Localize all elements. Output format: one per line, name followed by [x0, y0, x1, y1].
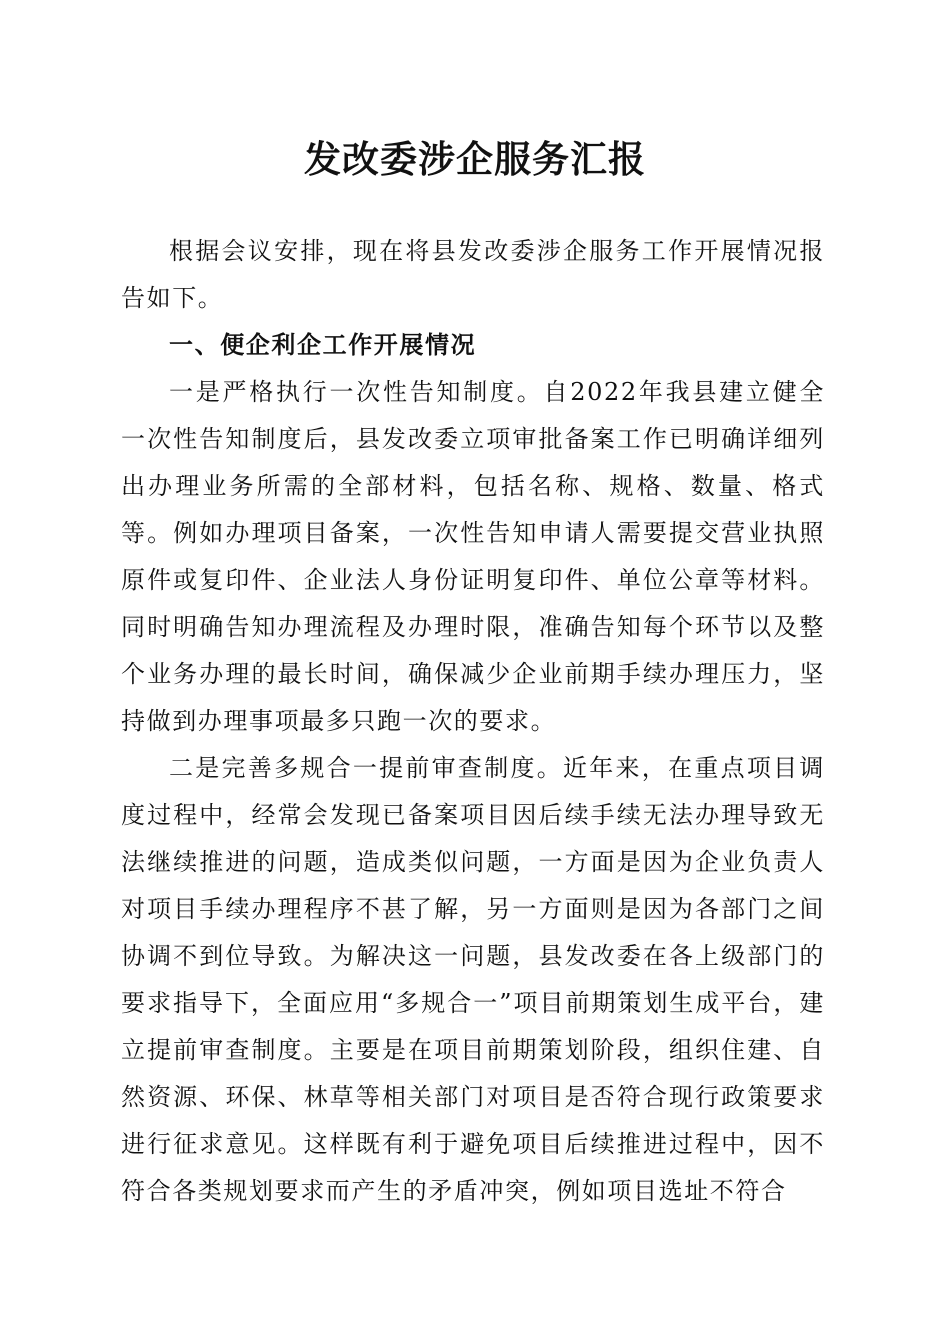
- document-body: [121, 228, 825, 1215]
- paragraph-two: [121, 745, 825, 1215]
- section-heading: 一、便企利企工作开展情况: [169, 331, 477, 359]
- paragraph-two-lead: 二是完善多规合一提前审查制度。: [169, 754, 563, 782]
- paragraph-one-text: 自2022年我县建立健全一次性告知制度后，县发改委立项审批备案工作已明确详细列出办理业务所需的全部材料，包括名称、规格、数量、格式等。例如办理项目备案，一次性告知申请人需要提交营业执照原件或复印件、企业法人身份证明复印件、单位公章等材料。同时明确告知办理流程及办理时限，准确告知每个环节以及整个业务办理的最长时间，确保减少企业前期手续办理压力，坚持做到办理事项最多只跑一次的要求。: [121, 378, 825, 735]
- document-title: 发改委涉企服务汇报: [304, 137, 646, 181]
- intro-paragraph: 根据会议安排，现在将县发改委涉企服务工作开展情况报告如下。: [121, 237, 825, 312]
- paragraph-one: [121, 369, 825, 745]
- paragraph-two-text: 近年来，在重点项目调度过程中，经常会发现已备案项目因后续手续无法办理导致无法继续推进的问题，造成类似问题，一方面是因为企业负责人对项目手续办理程序不甚了解，另一方面则是因为各部门之间协调不到位导致。为解决这一问题，县发改委在各上级部门的要求指导下，全面应用“多规合一”项目前期策划生成平台，建立提前审查制度。主要是在项目前期策划阶段，组织住建、自然资源、环保、林草等相关部门对项目是否符合现行政策要求进行征求意见。这样既有利于避免项目后续推进过程中，因不符合各类规划要求而产生的矛盾冲突，例如项目选址不符合: [121, 754, 825, 1205]
- paragraph-one-lead: 一是严格执行一次性告知制度。: [169, 378, 544, 406]
